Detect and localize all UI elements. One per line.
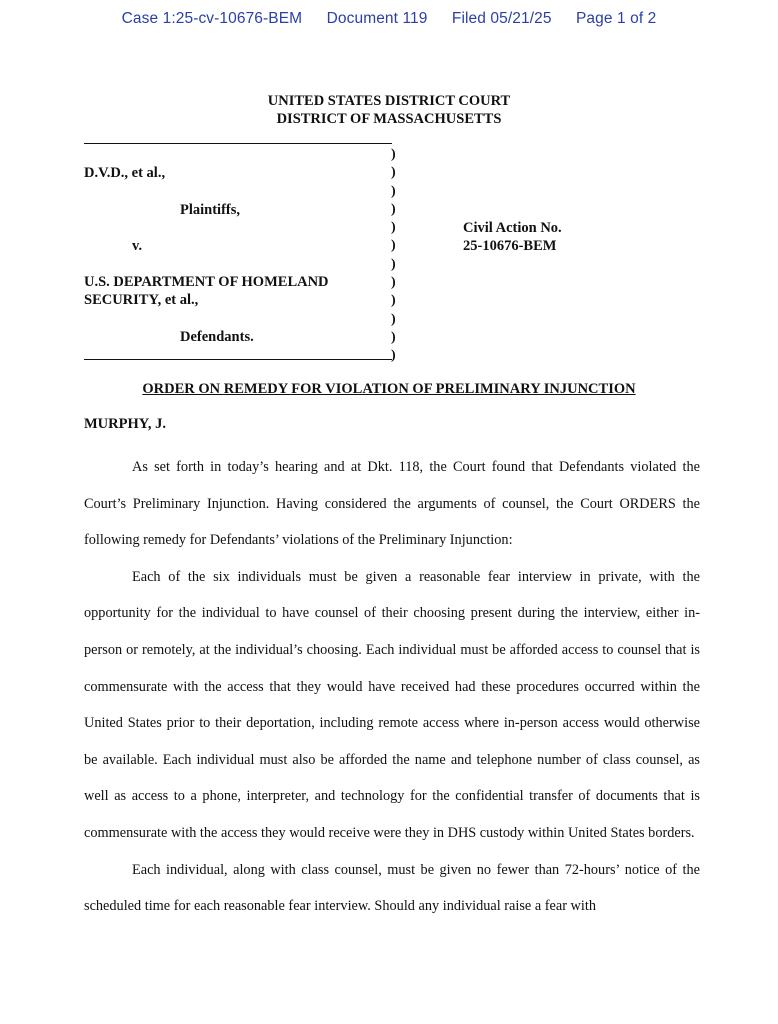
versus: v. bbox=[132, 238, 143, 254]
ecf-document-number: Document 119 bbox=[326, 10, 428, 27]
ecf-page-number: Page 1 of 2 bbox=[575, 10, 657, 27]
court-name: UNITED STATES DISTRICT COURT bbox=[267, 93, 511, 109]
defendant-role: Defendants. bbox=[180, 329, 254, 345]
order-title: ORDER ON REMEDY FOR VIOLATION OF PRELIMINARY INJUNCTION bbox=[142, 381, 636, 397]
plaintiff-name: D.V.D., et al., bbox=[84, 165, 166, 181]
paragraph-2: Each of the six individuals must be given a reasonable fear interview in private, with the opportunity for the individual to have counsel of their choosing present during the interview, either in-person or remotely, at the individual’s choosing. Each individual must be afforded access to counsel that is commensurate with the access that they would have received had these procedures occurred within the United States prior to their deportation, including remote access where in-person access would otherwise be available. Each individual must also be afforded the name and telephone number of class counsel, as well as access to a phone, interpreter, and technology for the confidential transfer of documents that is commensurate with the access they would receive were they in DHS custody within United States borders. bbox=[84, 568, 700, 841]
order-body bbox=[84, 449, 700, 925]
court-heading bbox=[0, 92, 778, 128]
plaintiff-role: Plaintiffs, bbox=[180, 202, 241, 218]
paragraph-1: As set forth in today’s hearing and at Dkt. 118, the Court found that Defendants violated the Court’s Preliminary Injunction. Having considered the arguments of counsel, the Court ORDERS the following remedy for Defendants’ violations of the Preliminary Injunction: bbox=[84, 459, 700, 549]
caption-parentheses: ) ) ) ) ) ) ) ) ) ) ) ) bbox=[391, 147, 396, 364]
caption-bottom-rule bbox=[84, 359, 392, 360]
defendant-name-line1: U.S. DEPARTMENT OF HOMELAND bbox=[84, 274, 329, 290]
ecf-header bbox=[0, 10, 778, 28]
civil-action-label: Civil Action No. bbox=[463, 220, 562, 236]
judge-name: MURPHY, J. bbox=[84, 416, 167, 432]
court-district: DISTRICT OF MASSACHUSETTS bbox=[276, 111, 502, 127]
defendant-name-line2: SECURITY, et al., bbox=[84, 292, 199, 308]
caption-top-rule bbox=[84, 143, 392, 144]
ecf-case-number: Case 1:25-cv-10676-BEM bbox=[121, 10, 303, 27]
paragraph-3: Each individual, along with class counsel, must be given no fewer than 72-hours’ notice of the scheduled time for each reasonable fear interview. Should any individual raise a fear with bbox=[84, 861, 700, 915]
ecf-filed-date: Filed 05/21/25 bbox=[451, 10, 552, 27]
civil-action-number: 25-10676-BEM bbox=[463, 238, 557, 254]
